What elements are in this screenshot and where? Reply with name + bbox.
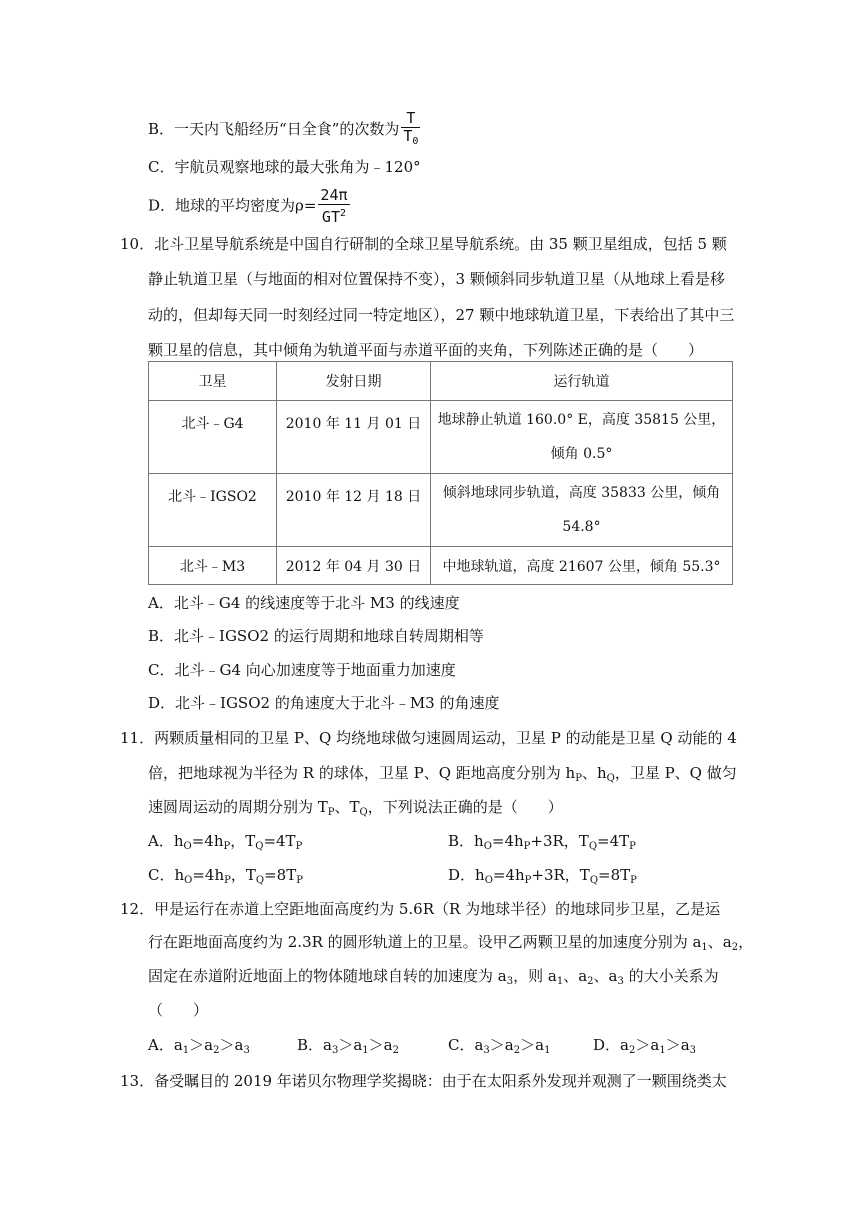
subscript: 1 [544,1045,551,1056]
text-segment: =4T [263,832,296,850]
subscript: 3 [506,976,514,987]
fraction-t-over-t0 [401,110,420,150]
subscript: O [184,875,193,886]
subscript: Q [588,841,598,852]
text-segment: ，则 a [513,967,557,985]
text-segment: ＞a [219,1036,244,1054]
q11-option-a [148,831,302,857]
text-segment: ＞a [189,1036,214,1054]
subscript: P [575,773,582,784]
subscript: O [183,841,192,852]
text-segment: 行在距地面高度约为 2.3R 的圆形轨道上的卫星。设甲乙两颗卫星的加速度分别为 a [148,933,702,951]
text-segment: +3R，T [531,866,590,884]
text-segment: 的大小关系为 [623,967,719,985]
fraction-numerator: T [401,110,420,128]
subscript: 2 [587,976,594,987]
table-cell-date: 2012 年 04 月 30 日 [277,547,431,585]
table-header-orbit: 运行轨道 [431,362,733,401]
subscript: Q [255,841,264,852]
subscript: 1 [701,942,708,953]
q10-stem-line-4: 颗卫星的信息，其中倾角为轨道平面与赤道平面的夹角，下列陈述正确的是（ ） [148,341,704,359]
subscript: 3 [243,1045,250,1056]
q13-stem-line-1: 13．备受瞩目的 2019 年诺贝尔物理学奖揭晓：由于在太阳系外发现并观测了一颗围绕类太 [120,1072,727,1090]
text-segment: ，T [230,866,256,884]
table-cell-satellite: 北斗﹣G4 [149,401,277,474]
text-segment: D．h [448,866,485,884]
text-segment: C．a [448,1036,484,1054]
q10-option-b: B．北斗﹣IGSO2 的运行周期和地球自转周期相等 [148,627,484,645]
subscript: 1 [182,1045,190,1056]
text-segment: =4h [191,832,224,850]
subscript: P [524,875,532,886]
text-segment: C．h [148,866,185,884]
subscript: 3 [331,1045,339,1056]
table-header-row [149,362,733,401]
q9-option-c: C．宇航员观察地球的最大张角为﹣120° [148,158,421,176]
q12-option-d [593,1035,696,1061]
q9-option-d-text: D．地球的平均密度为ρ= [148,196,317,215]
table-cell-orbit [431,474,733,547]
orbit-line-2: 倾角 0.5° [550,446,613,462]
text-segment: ，T [230,832,256,850]
table-header-satellite: 卫星 [149,362,277,401]
table-cell-orbit [431,401,733,474]
q10-option-d: D．北斗﹣IGSO2 的角速度大于北斗﹣M3 的角速度 [148,694,500,712]
q9-option-b [148,110,420,150]
subscript: 3 [617,976,624,987]
fraction-numerator: 24π [320,186,348,204]
text-segment: A．a [148,1036,183,1054]
table-cell-orbit: 中地球轨道，高度 21607 公里，倾角 55.3° [431,547,733,585]
table-row [149,474,733,547]
q11-option-b [448,831,636,857]
text-segment: 、a [707,933,732,951]
q12-option-b [297,1035,399,1061]
subscript: 3 [483,1045,490,1056]
denominator-subscript: 0 [412,136,419,147]
table-row [149,401,733,474]
text-segment: +3R，T [530,832,589,850]
q9-option-b-text: B．一天内飞船经历“日全食”的次数为 [148,120,400,138]
q11-stem-line-3 [148,797,563,823]
subscript: P [296,875,303,886]
subscript: P [630,875,637,886]
q12-stem-line-2 [148,932,753,958]
q11-stem-line-2 [148,763,737,789]
text-segment: 、a [593,967,618,985]
subscript: P [523,841,531,852]
table-row [149,547,733,585]
text-segment: B．a [297,1036,332,1054]
denominator-superscript: 2 [339,208,347,219]
q12-stem-line-4: （ ） [148,1001,209,1019]
subscript: P [629,841,636,852]
text-segment: =8T [598,866,631,884]
text-segment: 固定在赤道附近地面上的物体随地球自转的加速度为 a [148,967,507,985]
subscript: 2 [731,942,739,953]
subscript: Q [359,807,368,818]
text-segment: =4h [192,866,225,884]
q11-stem-line-1: 11．两颗质量相同的卫星 P、Q 均绕地球做匀速圆周运动，卫星 P 的动能是卫星 Q 动能的 4 [120,729,737,747]
q10-option-c: C．北斗﹣G4 向心加速度等于地面重力加速度 [148,661,456,679]
fraction-denominator [318,205,349,226]
q9-option-d [148,187,350,226]
q11-option-d [448,865,637,891]
text-segment: B．h [448,832,484,850]
q10-option-a: A．北斗﹣G4 的线速度等于北斗 M3 的线速度 [148,594,460,612]
table-cell-date: 2010 年 12 月 18 日 [277,474,431,547]
q10-stem-line-2: 静止轨道卫星（与地面的相对位置保持不变），3 颗倾斜同步轨道卫星（从地球上看是移 [148,270,725,288]
orbit-line-2: 54.8° [562,519,601,535]
q12-option-c [448,1035,550,1061]
table-cell-satellite: 北斗﹣IGSO2 [149,474,277,547]
q12-stem-line-3 [148,966,719,992]
subscript: 1 [362,1045,369,1056]
fraction-24pi-over-gt2 [318,187,349,226]
text-segment: A．h [148,832,184,850]
q10-stem-line-1: 10．北斗卫星导航系统是中国自行研制的全球卫星导航系统。由 35 颗卫星组成，包括 5 颗 [120,235,727,253]
text-segment: =4h [491,832,524,850]
text-segment: =8T [264,866,297,884]
denominator-gt: GT [321,208,340,226]
q11-option-c [148,865,303,891]
text-segment: 、h [581,764,607,782]
text-segment: 速圆周运动的周期分别为 T [148,798,328,816]
text-segment: ＞a [368,1036,393,1054]
text-segment: ，卫星 P、Q 做匀 [614,764,737,782]
subscript: O [483,841,492,852]
text-segment: D．a [593,1036,629,1054]
satellite-table [148,361,733,585]
subscript: O [484,875,493,886]
text-segment: ，下列说法正确的是（ ） [367,798,563,816]
subscript: Q [606,773,615,784]
subscript: P [223,841,231,852]
text-segment: ＞a [489,1036,514,1054]
subscript: Q [589,875,599,886]
subscript: Q [255,875,265,886]
table-cell-satellite: 北斗﹣M3 [149,547,277,585]
text-segment: ＞a [520,1036,545,1054]
subscript: 1 [556,976,564,987]
text-segment: 、a [563,967,588,985]
text-segment: 倍，把地球视为半径为 R 的球体，卫星 P、Q 距地高度分别为 h [148,764,576,782]
fraction-denominator [401,128,420,150]
text-segment: ＞a [635,1036,660,1054]
orbit-line-1: 地球静止轨道 160.0° E，高度 35815 公里， [437,412,726,428]
text-segment: =4h [492,866,525,884]
denominator-t: T [403,127,413,145]
subscript: 2 [213,1045,220,1056]
table-cell-date: 2010 年 11 月 01 日 [277,401,431,474]
q12-stem-line-1: 12．甲是运行在赤道上空距地面高度约为 5.6R（R 为地球半径）的地球同步卫星，乙是运 [120,900,721,918]
text-segment: ＞a [665,1036,690,1054]
subscript: 2 [628,1045,636,1056]
orbit-line-1: 倾斜地球同步轨道，高度 35833 公里，倾角 [442,485,721,501]
table-header-launch-date: 发射日期 [277,362,431,401]
q12-option-a [148,1035,250,1061]
subscript: 3 [689,1045,697,1056]
text-segment: ， [738,933,754,951]
subscript: P [295,841,303,852]
subscript: P [224,875,231,886]
text-segment: =4T [597,832,630,850]
text-segment: ＞a [338,1036,363,1054]
subscript: P [327,807,335,818]
text-segment: 、T [334,798,360,816]
q10-stem-line-3: 动的，但却每天同一时刻经过同一特定地区），27 颗中地球轨道卫星，下表给出了其中三 [148,306,735,324]
subscript: 1 [659,1045,666,1056]
subscript: 2 [513,1045,521,1056]
subscript: 2 [392,1045,399,1056]
